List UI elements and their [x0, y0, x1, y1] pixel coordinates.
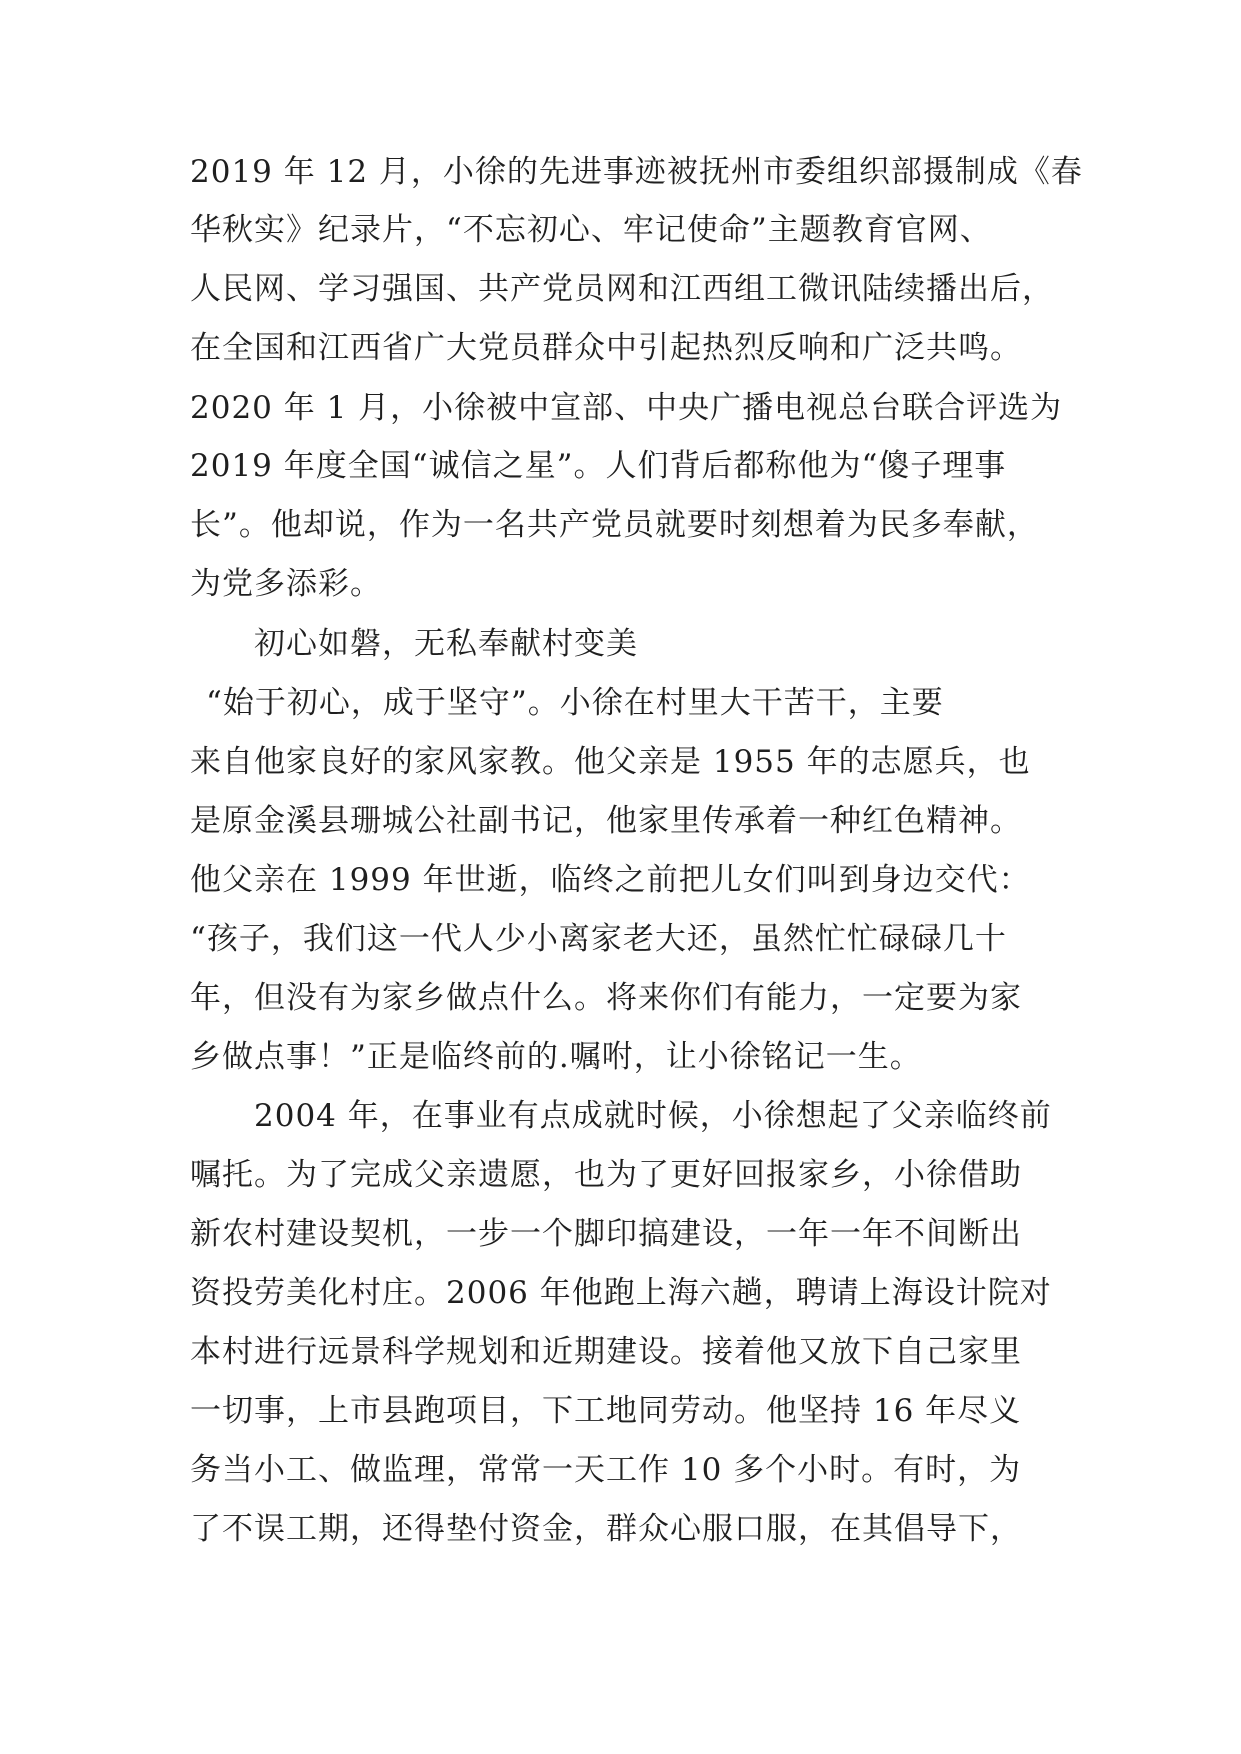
- text-line: 2020 年 1 月，小徐被中宣部、中央广播电视总台联合评选为: [190, 390, 1063, 426]
- text-line: 2004 年，在事业有点成就时候，小徐想起了父亲临终前: [254, 1098, 1052, 1134]
- text-line: 华秋实》纪录片，“不忘初心、牢记使命”主题教育官网、: [190, 212, 992, 248]
- text-line: 乡做点事！”正是临终前的.嘱咐，让小徐铭记一生。: [190, 1039, 922, 1075]
- text-line: 为党多添彩。: [190, 566, 382, 602]
- text-line: 在全国和江西省广大党员群众中引起热烈反响和广泛共鸣。: [190, 330, 1022, 366]
- text-line: 嘱托。为了完成父亲遗愿，也为了更好回报家乡，小徐借助: [190, 1157, 1022, 1193]
- text-line: 务当小工、做监理，常常一天工作 10 多个小时。有时，为: [190, 1452, 1022, 1488]
- section-heading: 初心如磐，无私奉献村变美: [254, 626, 638, 662]
- text-line: “始于初心，成于坚守”。小徐在村里大干苦干，主要: [206, 685, 944, 721]
- text-line: 年，但没有为家乡做点什么。将来你们有能力，一定要为家: [190, 980, 1022, 1016]
- text-line: 人民网、学习强国、共产党员网和江西组工微讯陆续播出后，: [190, 271, 1054, 307]
- text-line: 新农村建设契机，一步一个脚印搞建设，一年一年不间断出: [190, 1216, 1022, 1252]
- text-line: 本村进行远景科学规划和近期建设。接着他又放下自己家里: [190, 1334, 1022, 1370]
- text-line: 资投劳美化村庄。2006 年他跑上海六趟，聘请上海设计院对: [190, 1275, 1052, 1311]
- text-line: 一切事，上市县跑项目，下工地同劳动。他坚持 16 年尽义: [190, 1393, 1022, 1429]
- text-line: 是原金溪县珊城公社副书记，他家里传承着一种红色精神。: [190, 803, 1022, 839]
- text-line: 他父亲在 1999 年世逝，临终之前把儿女们叫到身边交代：: [190, 862, 1031, 898]
- text-line: 2019 年度全国“诚信之星”。人们背后都称他为“傻子理事: [190, 448, 1007, 484]
- text-line: 了不误工期，还得垫付资金，群众心服口服，在其倡导下，: [190, 1511, 1022, 1547]
- text-line: 长”。他却说，作为一名共产党员就要时刻想着为民多奉献，: [190, 507, 1039, 543]
- text-line: “孩子，我们这一代人少小离家老大还，虽然忙忙碌碌几十: [190, 921, 1007, 957]
- text-line: 来自他家良好的家风家教。他父亲是 1955 年的志愿兵，也: [190, 744, 1031, 780]
- text-line: 2019 年 12 月，小徐的先进事迹被抚州市委组织部摄制成《春: [190, 154, 1083, 190]
